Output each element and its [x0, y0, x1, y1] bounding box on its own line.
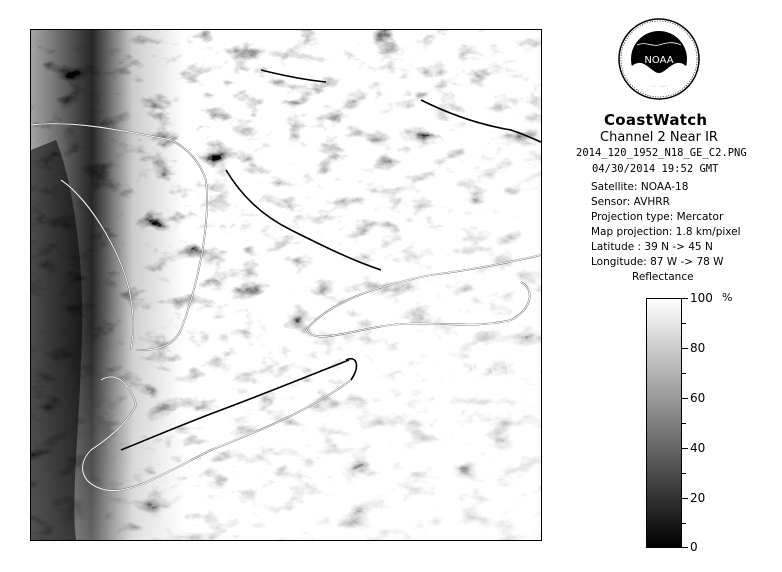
colorbar-tick-label: 40: [690, 441, 706, 455]
satellite-image: [30, 29, 542, 541]
colorbar-tick: [682, 398, 688, 399]
colorbar-tick: [682, 348, 688, 349]
map-projection-info: Map projection: 1.8 km/pixel: [591, 226, 741, 238]
colorbar-minor-tick: [682, 523, 686, 524]
colorbar-tick-label: 80: [690, 341, 706, 355]
latitude-info: Latitude : 39 N -> 45 N: [591, 241, 713, 253]
image-filename: 2014_120_1952_N18_GE_C2.PNG: [576, 147, 747, 159]
colorbar-minor-tick: [682, 323, 686, 324]
satellite-imagery-icon: [31, 30, 541, 540]
colorbar-minor-tick: [682, 423, 686, 424]
noaa-logo-icon: [617, 15, 701, 109]
logo-text: NOAA: [644, 55, 674, 66]
colorbar-label: Reflectance: [632, 271, 694, 283]
colorbar-tick: [682, 498, 688, 499]
colorbar-tick-label: 0: [690, 540, 698, 554]
colorbar-unit: %: [722, 291, 733, 304]
channel-subtitle: Channel 2 Near IR: [600, 130, 718, 145]
satellite-info: Satellite: NOAA-18: [591, 181, 689, 193]
colorbar-tick: [682, 298, 688, 299]
page-title: CoastWatch: [604, 111, 708, 129]
colorbar-tick-label: 20: [690, 491, 706, 505]
colorbar-tick: [682, 547, 688, 548]
colorbar-minor-tick: [682, 373, 686, 374]
image-datetime: 04/30/2014 19:52 GMT: [592, 163, 719, 175]
colorbar-tick: [682, 448, 688, 449]
longitude-info: Longitude: 87 W -> 78 W: [591, 256, 724, 268]
colorbar-minor-tick: [682, 473, 686, 474]
colorbar-tick-label: 100: [690, 291, 713, 305]
colorbar: [646, 298, 682, 548]
projection-type-info: Projection type: Mercator: [591, 211, 724, 223]
colorbar-tick-label: 60: [690, 391, 706, 405]
sensor-info: Sensor: AVHRR: [591, 196, 670, 208]
